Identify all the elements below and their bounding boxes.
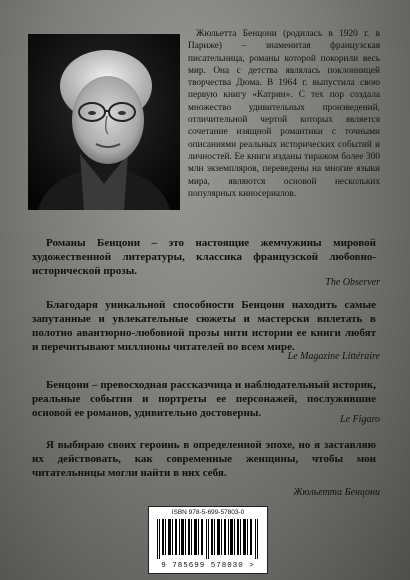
barcode-bars-icon (155, 519, 261, 559)
review-source-figaro: Le Figaro (340, 414, 380, 425)
review-source-magazine: Le Magazine Littéraire (287, 351, 380, 362)
author-bio: Жюльетта Бенцони (родилась в 1920 г. в Париже) – знаменитая французская писательница, романы которой покорили весь мир. Она с детства являлась поклонницей творчества Дюма. В 1964 г. выпустила свою первую книгу «Катрин». С тех пор создала множество удивительных произведений, отличительной чертой которых является сочетание изящной романтики с точными описаниями реальных исторических событий и личностей. Ее книги изданы тиражом более 300 млн экземпляров, переведены на многие языки мира, являются основой нескольких популярных киносериалов. (188, 29, 380, 199)
isbn-barcode (148, 506, 268, 574)
isbn-number: ISBN 978-5-699-57803-0 (171, 509, 245, 516)
review-quote-figaro: Бенцони – превосходная рассказчица и наблюдательный историк, реальные события и портреты ее персонажей, послужившие основой ее романов, удивительно достоверны. (32, 379, 376, 419)
author-quote-attribution: Жюльетта Бенцони (293, 487, 380, 498)
author-portrait-image (28, 34, 180, 210)
review-quote-observer: Романы Бенцони – это настоящие жемчужины мировой художественной литературы, классика французской любовно-исторической прозы. (32, 237, 376, 277)
review-source-observer: The Observer (325, 277, 380, 288)
review-quote-magazine: Благодаря уникальной способности Бенцони находить самые запутанные и увлекательные сюжеты и мастерски вплетать в полотно авантюрно-любовной прозы нити истории ее книги любят и перечитывают миллионы читателей во всем мире. (32, 299, 376, 353)
barcode-digits: 9 785699 578030 > (161, 562, 255, 570)
author-quote: Я выбираю своих героинь в определенной эпохе, но я заставляю их действовать, как современные женщины, чтобы мои читательницы могли найти в них себя. (32, 439, 376, 479)
author-photo (28, 34, 180, 210)
